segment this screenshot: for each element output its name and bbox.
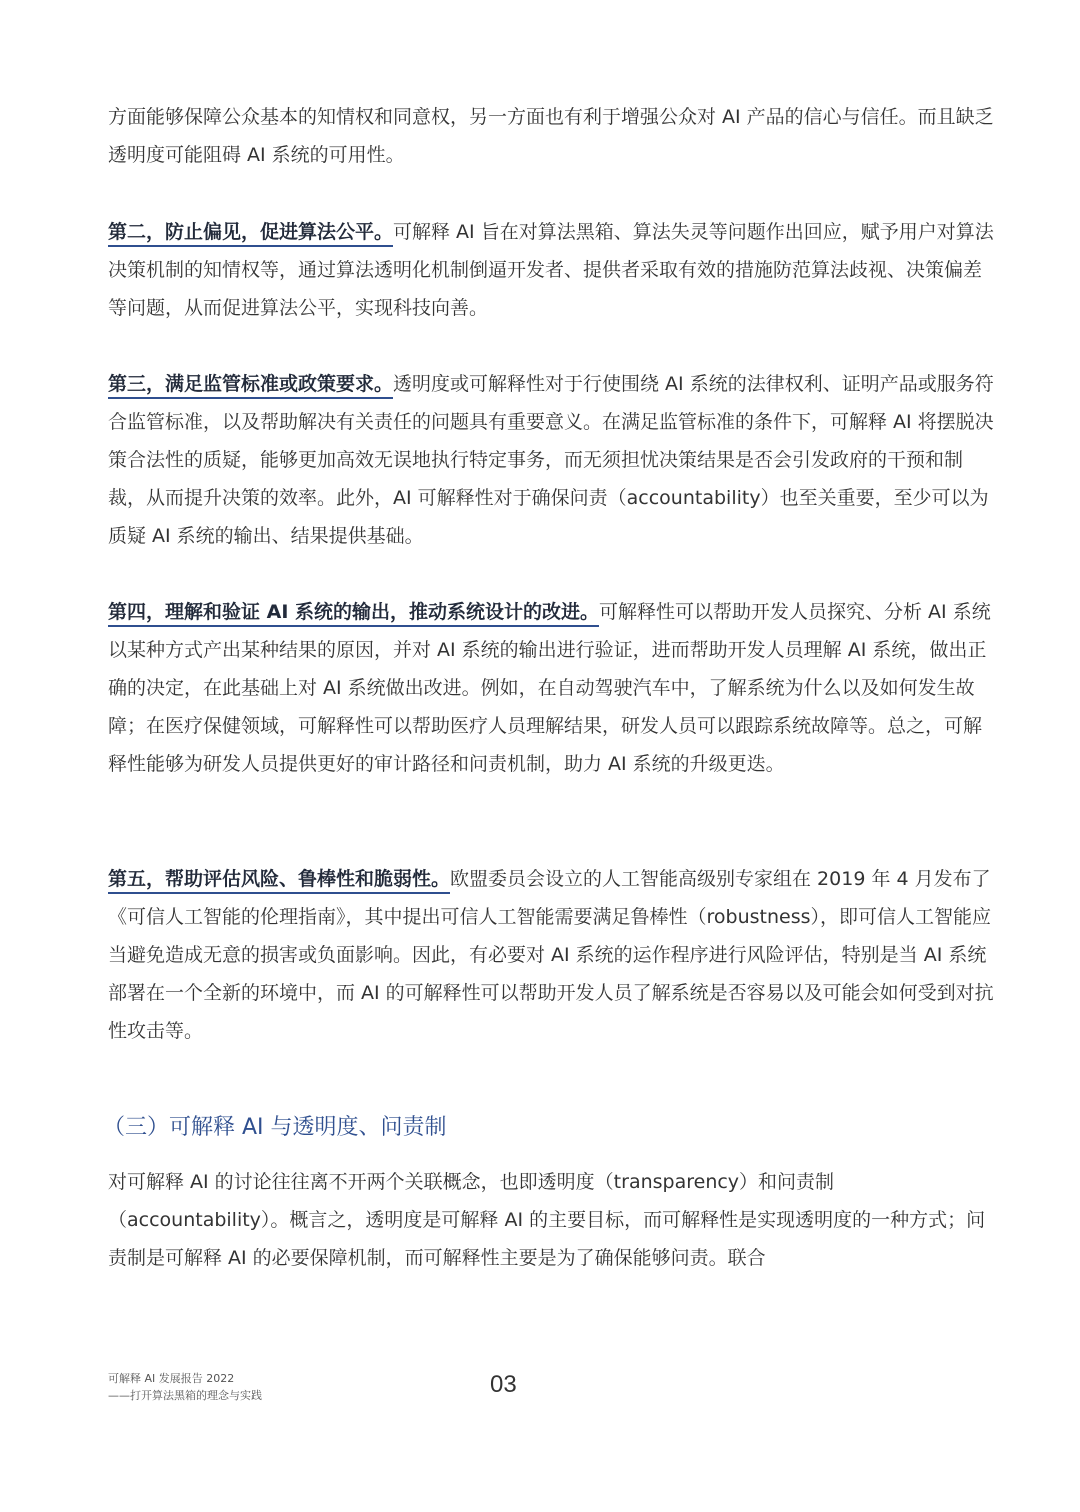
paragraph-intro <box>108 98 994 174</box>
section-heading: （三）可解释 AI 与透明度、问责制 <box>103 1115 447 1141</box>
footer-report-info <box>108 1370 262 1404</box>
paragraph-fourth-point <box>108 593 994 783</box>
paragraph-fifth-point <box>108 860 994 1050</box>
paragraph-lead: 第三，满足监管标准或政策要求。 <box>108 373 393 399</box>
paragraph-lead: 第二，防止偏见，促进算法公平。 <box>108 221 393 247</box>
footer-report-subtitle: ——打开算法黑箱的理念与实践 <box>108 1389 262 1402</box>
page-number: 03 <box>490 1371 517 1398</box>
footer-report-title: 可解释 AI 发展报告 2022 <box>108 1372 235 1385</box>
paragraph-text: 欧盟委员会设立的人工智能高级别专家组在 2019 年 4 月发布了《可信人工智能的伦理指南》，其中提出可信人工智能需要满足鲁棒性（robustness），即可信人工智能应当避免造成无意的损害或负面影响。因此，有必要对 AI 系统的运作程序进行风险评估，特别是当 AI 系统部署在一个全新的环境中，而 AI 的可解释性可以帮助开发人员了解系统是否容易以及可能会如何受到对抗性攻击等。 <box>108 868 994 1042</box>
paragraph-text: 可解释 AI 旨在对算法黑箱、算法失灵等问题作出回应，赋予用户对算法决策机制的知情权等，通过算法透明化机制倒逼开发者、提供者采取有效的措施防范算法歧视、决策偏差等问题，从而促进算法公平，实现科技向善。 <box>108 221 994 319</box>
paragraph-text: 方面能够保障公众基本的知情权和同意权，另一方面也有利于增强公众对 AI 产品的信心与信任。而且缺乏透明度可能阻碍 AI 系统的可用性。 <box>108 106 994 166</box>
paragraph-text: 可解释性可以帮助开发人员探究、分析 AI 系统以某种方式产出某种结果的原因，并对 AI 系统的输出进行验证，进而帮助开发人员理解 AI 系统，做出正确的决定，在此基础上对 AI 系统做出改进。例如，在自动驾驶汽车中，了解系统为什么以及如何发生故障；在医疗保健领域，可解释性可以帮助医疗人员理解结果，研发人员可以跟踪系统故障等。总之，可解释性能够为研发人员提供更好的审计路径和问责机制，助力 AI 系统的升级更迭。 <box>108 601 991 775</box>
paragraph-lead: 第五，帮助评估风险、鲁棒性和脆弱性。 <box>108 868 450 894</box>
paragraph-third-point <box>108 365 994 555</box>
paragraph-section-intro <box>108 1163 994 1277</box>
paragraph-text: 透明度或可解释性对于行使围绕 AI 系统的法律权利、证明产品或服务符合监管标准，以及帮助解决有关责任的问题具有重要意义。在满足监管标准的条件下，可解释 AI 将摆脱决策合法性的质疑，能够更加高效无误地执行特定事务，而无须担忧决策结果是否会引发政府的干预和制裁，从而提升决策的效率。此外，AI 可解释性对于确保问责（accountability）也至关重要，至少可以为质疑 AI 系统的输出、结果提供基础。 <box>108 373 994 547</box>
paragraph-text: 对可解释 AI 的讨论往往离不开两个关联概念，也即透明度（transparency）和问责制（accountability）。概言之，透明度是可解释 AI 的主要目标，而可解释性是实现透明度的一种方式；问责制是可解释 AI 的必要保障机制，而可解释性主要是为了确保能够问责。联合 <box>108 1171 986 1269</box>
paragraph-lead: 第四，理解和验证 AI 系统的输出，推动系统设计的改进。 <box>108 601 599 627</box>
paragraph-second-point <box>108 213 994 327</box>
